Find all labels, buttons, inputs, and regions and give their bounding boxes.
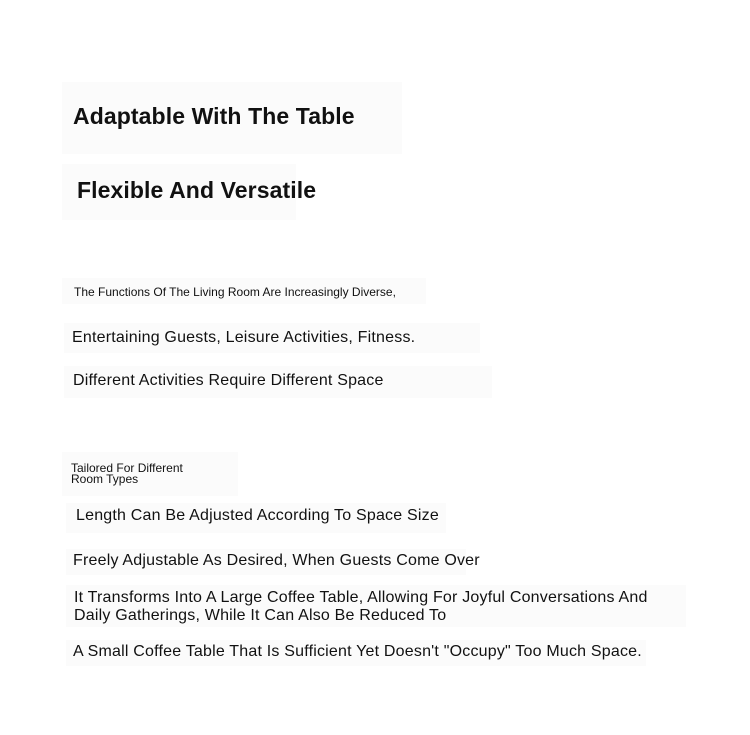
feature-line-2-box bbox=[66, 549, 480, 575]
feature-label-box bbox=[62, 452, 238, 496]
feature-label-line-1: Tailored For Different bbox=[71, 461, 183, 475]
intro-line-1-box bbox=[62, 278, 426, 304]
feature-line-4-box bbox=[66, 640, 646, 666]
feature-line-2: Freely Adjustable As Desired, When Guests Come Over bbox=[73, 552, 480, 569]
feature-line-1-box bbox=[66, 503, 446, 533]
intro-line-2-box bbox=[64, 323, 480, 353]
feature-line-4: A Small Coffee Table That Is Sufficient Yet Doesn't "Occupy" Too Much Space. bbox=[73, 643, 642, 660]
feature-line-1: Length Can Be Adjusted According To Space Size bbox=[76, 507, 439, 524]
feature-label-line-2: Room Types bbox=[71, 472, 139, 486]
feature-line-3: It Transforms Into A Large Coffee Table, Allowing For Joyful Conversations And Daily Gatherings, While It Can Also Be Reduced To bbox=[74, 589, 648, 624]
intro-line-3: Different Activities Require Different Space bbox=[73, 372, 384, 389]
intro-line-2: Entertaining Guests, Leisure Activities, Fitness. bbox=[72, 329, 416, 346]
feature-line-3-box bbox=[66, 585, 686, 627]
subheadline: Flexible And Versatile bbox=[77, 177, 317, 203]
intro-line-1: The Functions Of The Living Room Are Increasingly Diverse, bbox=[74, 285, 396, 299]
headline: Adaptable With The Table bbox=[73, 103, 355, 129]
subheadline-box bbox=[62, 164, 317, 220]
headline-box bbox=[62, 82, 402, 154]
intro-line-3-box bbox=[64, 366, 492, 398]
